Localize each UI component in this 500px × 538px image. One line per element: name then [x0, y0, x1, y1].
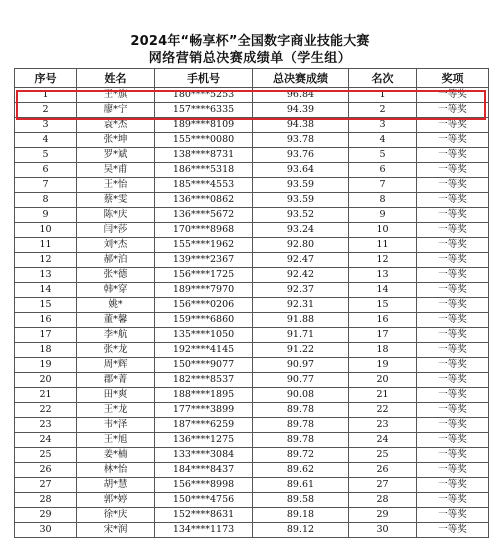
cell-phone: 156****0206: [155, 298, 253, 313]
cell-score: 91.22: [253, 343, 349, 358]
cell-phone: 180****5253: [155, 88, 253, 103]
cell-phone: 187****6259: [155, 418, 253, 433]
table-row: [15, 118, 489, 133]
cell-name: 王*旗: [77, 88, 155, 103]
cell-score: 89.61: [253, 478, 349, 493]
cell-award: 一等奖: [417, 478, 489, 493]
cell-phone: 157****6335: [155, 103, 253, 118]
cell-name: 王*怡: [77, 178, 155, 193]
cell-phone: 188****1895: [155, 388, 253, 403]
cell-phone: 192****4145: [155, 343, 253, 358]
cell-score: 93.76: [253, 148, 349, 163]
cell-score: 89.72: [253, 448, 349, 463]
header-phone: 手机号: [155, 69, 253, 88]
cell-award: 一等奖: [417, 268, 489, 283]
table-row: [15, 103, 489, 118]
cell-rank: 10: [349, 223, 417, 238]
cell-award: 一等奖: [417, 253, 489, 268]
cell-award: 一等奖: [417, 448, 489, 463]
cell-rank: 25: [349, 448, 417, 463]
cell-phone: 189****8109: [155, 118, 253, 133]
cell-index: 11: [15, 238, 77, 253]
cell-award: 一等奖: [417, 178, 489, 193]
cell-award: 一等奖: [417, 433, 489, 448]
table-row: [15, 193, 489, 208]
cell-rank: 1: [349, 88, 417, 103]
cell-score: 92.37: [253, 283, 349, 298]
cell-rank: 18: [349, 343, 417, 358]
header-index: 序号: [15, 69, 77, 88]
cell-score: 93.59: [253, 178, 349, 193]
cell-score: 92.80: [253, 238, 349, 253]
table-row: [15, 313, 489, 328]
cell-rank: 26: [349, 463, 417, 478]
cell-name: 郡*菁: [77, 373, 155, 388]
cell-rank: 20: [349, 373, 417, 388]
table-row: [15, 343, 489, 358]
cell-score: 89.78: [253, 418, 349, 433]
table-row: [15, 88, 489, 103]
cell-name: 吴*甫: [77, 163, 155, 178]
table-row: [15, 253, 489, 268]
cell-award: 一等奖: [417, 523, 489, 538]
cell-score: 89.18: [253, 508, 349, 523]
table-row: [15, 223, 489, 238]
cell-award: 一等奖: [417, 238, 489, 253]
cell-rank: 24: [349, 433, 417, 448]
cell-phone: 139****2367: [155, 253, 253, 268]
cell-award: 一等奖: [417, 403, 489, 418]
cell-index: 2: [15, 103, 77, 118]
cell-name: 张*龙: [77, 343, 155, 358]
cell-phone: 156****1725: [155, 268, 253, 283]
cell-index: 13: [15, 268, 77, 283]
cell-name: 韦*泽: [77, 418, 155, 433]
cell-score: 93.24: [253, 223, 349, 238]
cell-award: 一等奖: [417, 343, 489, 358]
cell-phone: 136****1275: [155, 433, 253, 448]
cell-award: 一等奖: [417, 148, 489, 163]
cell-index: 9: [15, 208, 77, 223]
cell-phone: 182****8537: [155, 373, 253, 388]
cell-name: 田*爽: [77, 388, 155, 403]
cell-phone: 134****1173: [155, 523, 253, 538]
cell-index: 27: [15, 478, 77, 493]
cell-name: 廖*宁: [77, 103, 155, 118]
cell-phone: 155****0080: [155, 133, 253, 148]
cell-score: 92.47: [253, 253, 349, 268]
table-row: [15, 433, 489, 448]
cell-score: 94.38: [253, 118, 349, 133]
cell-award: 一等奖: [417, 283, 489, 298]
cell-index: 6: [15, 163, 77, 178]
cell-name: 徐*庆: [77, 508, 155, 523]
cell-phone: 152****8631: [155, 508, 253, 523]
cell-rank: 3: [349, 118, 417, 133]
cell-index: 29: [15, 508, 77, 523]
cell-index: 28: [15, 493, 77, 508]
cell-award: 一等奖: [417, 373, 489, 388]
table-row: [15, 238, 489, 253]
cell-index: 15: [15, 298, 77, 313]
cell-name: 宋*润: [77, 523, 155, 538]
cell-phone: 177****3899: [155, 403, 253, 418]
table-row: [15, 478, 489, 493]
cell-rank: 5: [349, 148, 417, 163]
cell-name: 郝*泊: [77, 253, 155, 268]
cell-award: 一等奖: [417, 508, 489, 523]
cell-index: 10: [15, 223, 77, 238]
table-row: [15, 268, 489, 283]
cell-name: 张*德: [77, 268, 155, 283]
cell-award: 一等奖: [417, 298, 489, 313]
cell-rank: 17: [349, 328, 417, 343]
cell-rank: 19: [349, 358, 417, 373]
cell-phone: 184****8437: [155, 463, 253, 478]
cell-score: 94.39: [253, 103, 349, 118]
cell-name: 王*旭: [77, 433, 155, 448]
cell-index: 12: [15, 253, 77, 268]
table-row: [15, 508, 489, 523]
cell-index: 4: [15, 133, 77, 148]
cell-index: 19: [15, 358, 77, 373]
cell-name: 韩*穿: [77, 283, 155, 298]
cell-award: 一等奖: [417, 358, 489, 373]
header-score: 总决赛成绩: [253, 69, 349, 88]
cell-index: 14: [15, 283, 77, 298]
cell-rank: 28: [349, 493, 417, 508]
cell-index: 25: [15, 448, 77, 463]
cell-phone: 136****0862: [155, 193, 253, 208]
cell-name: 王*龙: [77, 403, 155, 418]
cell-phone: 170****8968: [155, 223, 253, 238]
cell-index: 3: [15, 118, 77, 133]
cell-name: 姚*: [77, 298, 155, 313]
cell-rank: 14: [349, 283, 417, 298]
cell-phone: 155****1962: [155, 238, 253, 253]
table-row: [15, 463, 489, 478]
cell-name: 董*馨: [77, 313, 155, 328]
cell-award: 一等奖: [417, 118, 489, 133]
cell-score: 90.77: [253, 373, 349, 388]
cell-score: 92.42: [253, 268, 349, 283]
cell-name: 姜*楠: [77, 448, 155, 463]
cell-award: 一等奖: [417, 418, 489, 433]
cell-index: 16: [15, 313, 77, 328]
cell-rank: 7: [349, 178, 417, 193]
cell-award: 一等奖: [417, 223, 489, 238]
cell-rank: 15: [349, 298, 417, 313]
cell-name: 罗*斌: [77, 148, 155, 163]
cell-score: 93.52: [253, 208, 349, 223]
cell-index: 7: [15, 178, 77, 193]
cell-index: 8: [15, 193, 77, 208]
cell-score: 90.08: [253, 388, 349, 403]
table-row: [15, 163, 489, 178]
table-row: [15, 358, 489, 373]
cell-phone: 135****1050: [155, 328, 253, 343]
cell-score: 91.88: [253, 313, 349, 328]
results-table: [14, 68, 489, 538]
cell-score: 89.58: [253, 493, 349, 508]
table-row: [15, 298, 489, 313]
cell-index: 23: [15, 418, 77, 433]
cell-award: 一等奖: [417, 493, 489, 508]
cell-index: 22: [15, 403, 77, 418]
cell-phone: 159****6860: [155, 313, 253, 328]
header-name: 姓名: [77, 69, 155, 88]
cell-phone: 138****8731: [155, 148, 253, 163]
cell-phone: 150****9077: [155, 358, 253, 373]
cell-index: 20: [15, 373, 77, 388]
cell-index: 26: [15, 463, 77, 478]
table-row: [15, 148, 489, 163]
cell-name: 胡*慧: [77, 478, 155, 493]
cell-award: 一等奖: [417, 388, 489, 403]
table-row: [15, 448, 489, 463]
cell-name: 闫*莎: [77, 223, 155, 238]
cell-award: 一等奖: [417, 133, 489, 148]
cell-score: 89.78: [253, 403, 349, 418]
cell-phone: 136****5672: [155, 208, 253, 223]
cell-rank: 16: [349, 313, 417, 328]
table-header-row: [15, 69, 489, 88]
table-row: [15, 328, 489, 343]
cell-index: 18: [15, 343, 77, 358]
table-row: [15, 373, 489, 388]
cell-score: 96.84: [253, 88, 349, 103]
cell-rank: 13: [349, 268, 417, 283]
cell-score: 89.62: [253, 463, 349, 478]
cell-award: 一等奖: [417, 103, 489, 118]
cell-name: 林*怡: [77, 463, 155, 478]
cell-name: 蔡*雯: [77, 193, 155, 208]
cell-award: 一等奖: [417, 313, 489, 328]
header-rank: 名次: [349, 69, 417, 88]
document-title: 2024年“畅享杯”全国数字商业技能大赛: [130, 34, 370, 49]
cell-name: 刘*杰: [77, 238, 155, 253]
table-row: [15, 178, 489, 193]
table-body: [15, 88, 489, 538]
cell-index: 24: [15, 433, 77, 448]
cell-score: 89.78: [253, 433, 349, 448]
cell-index: 1: [15, 88, 77, 103]
cell-index: 21: [15, 388, 77, 403]
cell-rank: 12: [349, 253, 417, 268]
cell-rank: 8: [349, 193, 417, 208]
cell-name: 郭*婷: [77, 493, 155, 508]
cell-rank: 6: [349, 163, 417, 178]
cell-phone: 186****5318: [155, 163, 253, 178]
cell-phone: 150****4756: [155, 493, 253, 508]
table-row: [15, 523, 489, 538]
cell-phone: 185****4553: [155, 178, 253, 193]
cell-score: 93.64: [253, 163, 349, 178]
cell-award: 一等奖: [417, 208, 489, 223]
cell-rank: 29: [349, 508, 417, 523]
cell-score: 92.31: [253, 298, 349, 313]
cell-rank: 4: [349, 133, 417, 148]
cell-name: 李*航: [77, 328, 155, 343]
cell-award: 一等奖: [417, 463, 489, 478]
cell-award: 一等奖: [417, 88, 489, 103]
cell-rank: 27: [349, 478, 417, 493]
cell-name: 周*辉: [77, 358, 155, 373]
cell-phone: 133****3084: [155, 448, 253, 463]
cell-award: 一等奖: [417, 328, 489, 343]
cell-rank: 2: [349, 103, 417, 118]
cell-rank: 21: [349, 388, 417, 403]
cell-score: 90.97: [253, 358, 349, 373]
cell-phone: 156****8998: [155, 478, 253, 493]
cell-index: 17: [15, 328, 77, 343]
cell-award: 一等奖: [417, 163, 489, 178]
cell-name: 张*坤: [77, 133, 155, 148]
cell-index: 30: [15, 523, 77, 538]
cell-name: 陈*庆: [77, 208, 155, 223]
cell-name: 袁*杰: [77, 118, 155, 133]
table-row: [15, 493, 489, 508]
table-row: [15, 283, 489, 298]
table-row: [15, 403, 489, 418]
cell-award: 一等奖: [417, 193, 489, 208]
cell-rank: 11: [349, 238, 417, 253]
table-row: [15, 418, 489, 433]
table-row: [15, 133, 489, 148]
cell-rank: 22: [349, 403, 417, 418]
cell-rank: 9: [349, 208, 417, 223]
header-award: 奖项: [417, 69, 489, 88]
cell-score: 93.59: [253, 193, 349, 208]
document-subtitle: 网络营销总决赛成绩单（学生组）: [148, 51, 352, 66]
table-row: [15, 388, 489, 403]
cell-score: 89.12: [253, 523, 349, 538]
cell-index: 5: [15, 148, 77, 163]
table-row: [15, 208, 489, 223]
cell-rank: 23: [349, 418, 417, 433]
cell-score: 93.78: [253, 133, 349, 148]
cell-phone: 189****7970: [155, 283, 253, 298]
cell-rank: 30: [349, 523, 417, 538]
cell-score: 91.71: [253, 328, 349, 343]
